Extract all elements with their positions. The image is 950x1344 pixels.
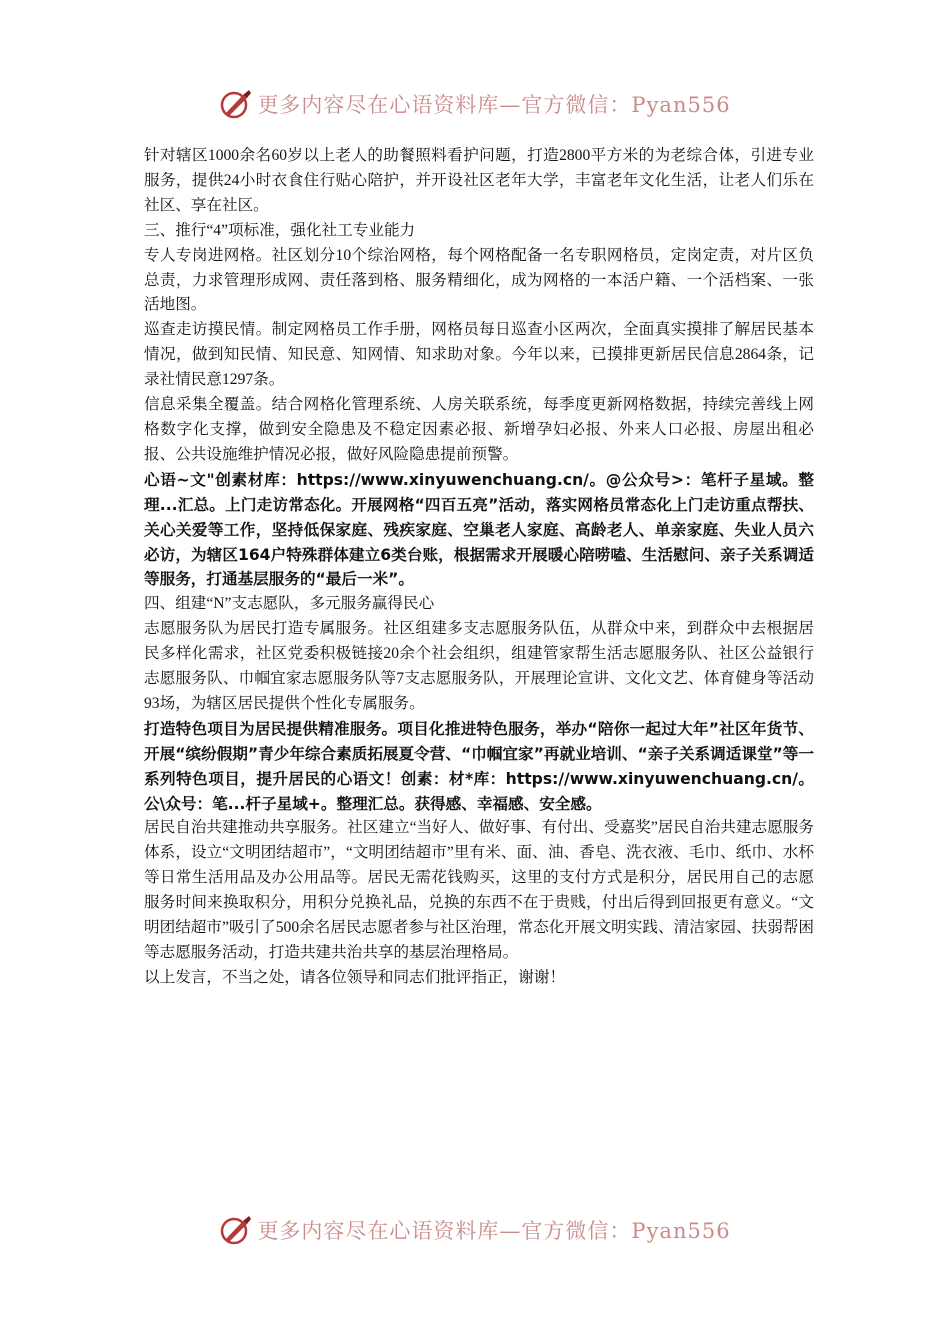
paragraph-info-collection: 信息采集全覆盖。结合网格化管理系统、人房关联系统，每季度更新网格数据，持续完善线上网格数字化支撑，做到安全隐患及不稳定因素必报、新增孕妇必报、外来人口必报、房屋出租必报、公共设施维护情况必报，做好风险隐患提前预警。	[144, 396, 814, 463]
paragraph-volunteer-teams: 志愿服务队为居民打造专属服务。社区组建多支志愿服务队伍，从群众中来，到群众中去根据居民多样化需求，社区党委积极链接20余个社会组织，组建管家帮生活志愿服务队、社区公益银行志愿服务队、巾帼宜家志愿服务队等7支志愿服务队，开展理论宣讲、文化文艺、体育健身等活动93场，为辖区居民提供个性化专属服务。	[144, 620, 814, 712]
header-watermark	[0, 84, 950, 124]
pen-logo-icon	[219, 87, 253, 121]
section-heading-3: 三、推行“4”项标准，强化社工专业能力	[144, 221, 416, 239]
document-body	[144, 144, 814, 991]
paragraph-patrol-visits: 巡查走访摸民情。制定网格员工作手册，网格员每日巡查小区两次，全面真实摸排了解居民基本情况，做到知民情、知民意、知网情、知求助对象。今年以来，已摸排更新居民信息2864条，记录社情民意1297条。	[144, 321, 814, 389]
section-heading-4: 四、组建“N”支志愿队，多元服务赢得民心	[144, 595, 435, 613]
footer-watermark	[0, 1210, 950, 1250]
pen-logo-icon	[219, 1213, 253, 1247]
paragraph-resident-autonomy: 居民自治共建推动共享服务。社区建立“当好人、做好事、有付出、受嘉奖”居民自治共建志愿服务体系，设立“文明团结超市”，“文明团结超市”里有米、面、油、香皂、洗衣液、毛巾、纸巾、水杯等日常生活用品及办公用品等。居民无需花钱购买，这里的支付方式是积分，居民用自己的志愿服务时间来换取积分，用积分兑换礼品，兑换的东西不在于贵贱，付出后得到回报更有意义。“文明团结超市”吸引了500余名居民志愿者参与社区治理，常态化开展文明实践、清洁家园、扶弱帮困等志愿服务活动，打造共建共治共享的基层治理格局。	[144, 819, 815, 961]
watermark-text: 更多内容尽在心语资料库—官方微信：Pyan556	[257, 93, 731, 117]
paragraph-home-visits: 心语~文"创素材库：https://www.xinyuwenchuang.cn/。@公众号>：笔杆子星域。整理...汇总。上门走访常态化。开展网格“四百五亮”活动，落实网格员常态化上门走访重点帮扶、关心关爱等工作，坚持低保家庭、残疾家庭、空巢老人家庭、高龄老人、单亲家庭、失业人员六必访，为辖区164户特殊群体建立6类台账，根据需求开展暖心陪唠嗑、生活慰问、亲子关系调适等服务，打通基层服务的“最后一米”。	[144, 470, 814, 589]
watermark-text: 更多内容尽在心语资料库—官方微信：Pyan556	[257, 1219, 731, 1243]
paragraph-grid-staff: 专人专岗进网格。社区划分10个综治网格，每个网格配备一名专职网格员，定岗定责，对片区负总责，力求管理形成网、责任落到格、服务精细化，成为网格的一本活户籍、一个活档案、一张活地图。	[144, 246, 814, 314]
paragraph-closing: 以上发言，不当之处，请各位领导和同志们批评指正，谢谢！	[144, 968, 566, 986]
paragraph-special-projects: 打造特色项目为居民提供精准服务。项目化推进特色服务，举办“陪你一起过大年”社区年货节、开展“缤纷假期”青少年综合素质拓展夏令营、“巾帼宜家”再就业培训、“亲子关系调适课堂”等一系列特色项目，提升居民的心语文！创素：材*库：https://www.xinyuwenchuang.cn/。公\众号：笔...杆子星域+。整理汇总。获得感、幸福感、安全感。	[144, 719, 814, 813]
paragraph-elderly-care: 针对辖区1000余名60岁以上老人的助餐照料看护问题，打造2800平方米的为老综合体，引进专业服务，提供24小时衣食住行贴心陪护，并开设社区老年大学，丰富老年文化生活，让老人们乐在社区、享在社区。	[144, 147, 814, 214]
